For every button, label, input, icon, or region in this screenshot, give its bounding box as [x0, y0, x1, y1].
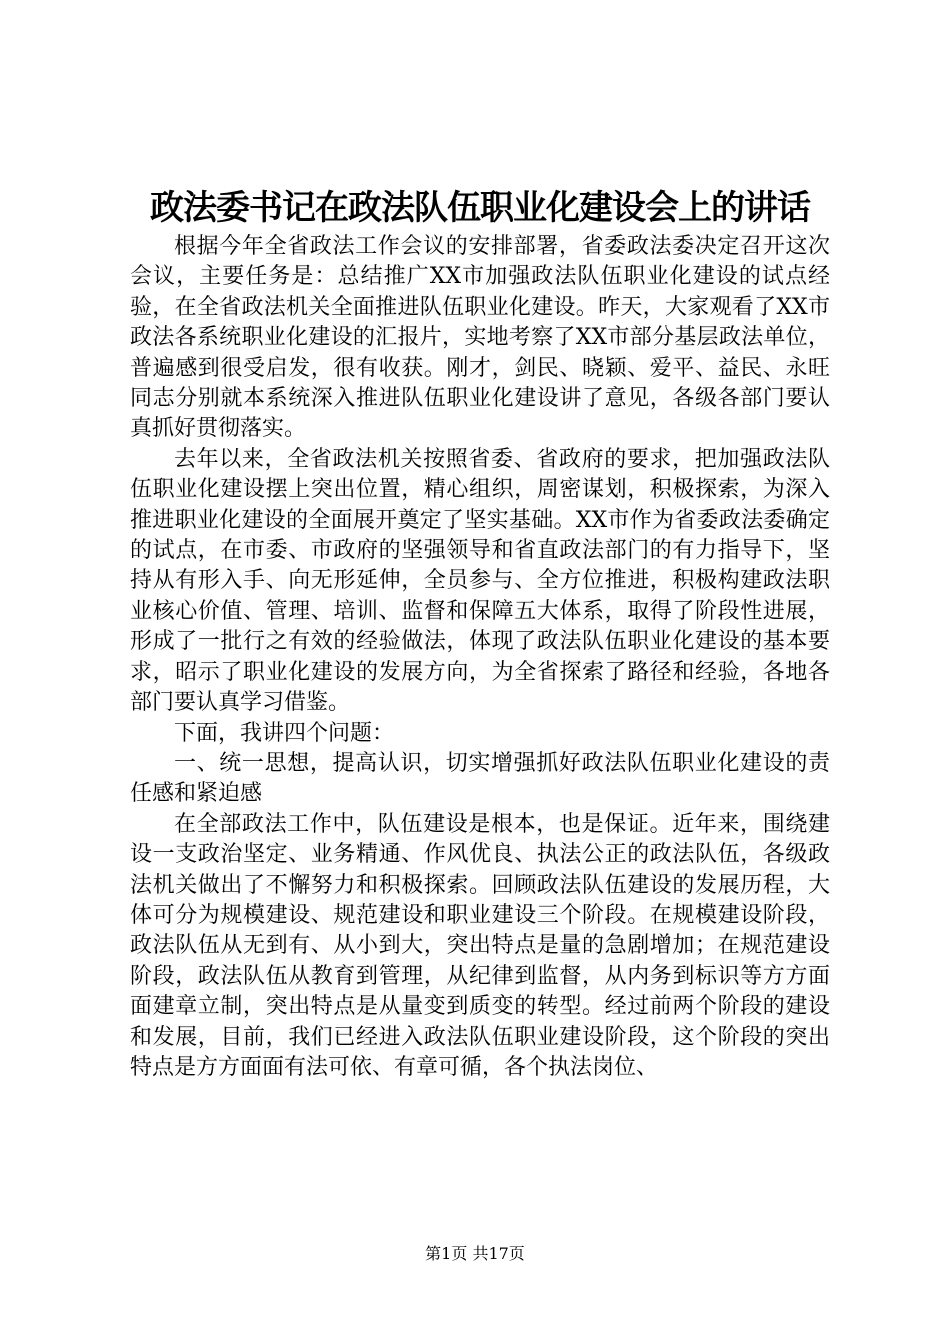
paragraph-intro: 根据今年全省政法工作会议的安排部署，省委政法委决定召开这次会议，主要任务是：总结推广XX市加强政法队伍职业化建设的试点经验，在全省政法机关全面推进队伍职业化建设。昨天，大家观看了XX市政法各系统职业化建设的汇报片，实地考察了XX市部分基层政法单位，普遍感到很受启发，很有收获。刚才，剑民、晓颖、爱平、益民、永旺同志分别就本系统深入推进队伍职业化建设讲了意见，各级各部门要认真抓好贯彻落实。 [130, 234, 830, 442]
page-number-footer: 第1页 共17页 [425, 1244, 525, 1263]
document-title: 政法委书记在政法队伍职业化建设会上的讲话 [150, 188, 810, 228]
section-heading-1: 一、统一思想，提高认识，切实增强抓好政法队伍职业化建设的责任感和紧迫感 [130, 750, 830, 807]
document-body [130, 232, 830, 1083]
paragraph-background: 去年以来，全省政法机关按照省委、省政府的要求，把加强政法队伍职业化建设摆上突出位置，精心组织，周密谋划，积极探索，为深入推进职业化建设的全面展开奠定了坚实基础。XX市作为省委政法委确定的试点，在市委、市政府的坚强领导和省直政法部门的有力指导下，坚持从有形入手、向无形延伸，全员参与、全方位推进，积极构建政法职业核心价值、管理、培训、监督和保障五大体系，取得了阶段性进展，形成了一批行之有效的经验做法，体现了政法队伍职业化建设的基本要求，昭示了职业化建设的发展方向，为全省探索了路径和经验，各地各部门要认真学习借鉴。 [130, 446, 830, 716]
paragraph-transition: 下面，我讲四个问题： [174, 720, 395, 746]
paragraph-section-1: 在全部政法工作中，队伍建设是根本，也是保证。近年来，围绕建设一支政治坚定、业务精通、作风优良、执法公正的政法队伍，各级政法机关做出了不懈努力和积极探索。回顾政法队伍建设的发展历程，大体可分为规模建设、规范建设和职业建设三个阶段。在规模建设阶段，政法队伍从无到有、从小到大，突出特点是量的急剧增加；在规范建设阶段，政法队伍从教育到管理，从纪律到监督，从内务到标识等方方面面建章立制，突出特点是从量变到质变的转型。经过前两个阶段的建设和发展，目前，我们已经进入政法队伍职业建设阶段，这个阶段的突出特点是方方面面有法可依、有章可循，各个执法岗位、 [130, 811, 830, 1080]
